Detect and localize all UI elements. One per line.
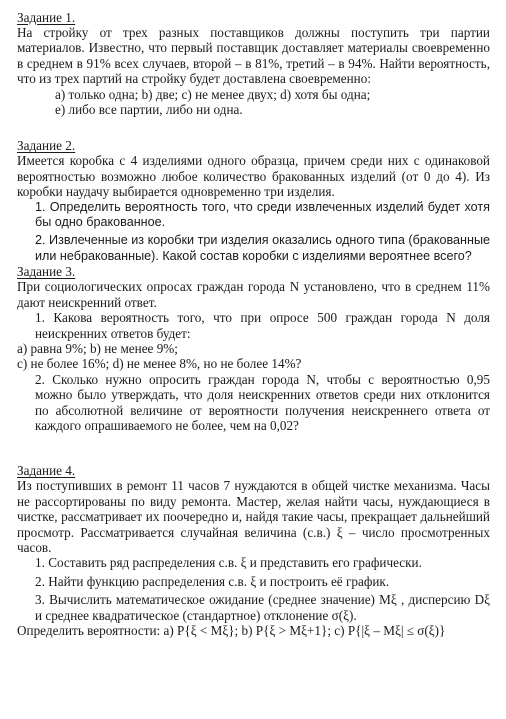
task-4-item-1: 1. Составить ряд распределения с.в. ξ и представить его графически. xyxy=(35,555,422,571)
task-2-item-1: 1. Определить вероятность того, что среди извлеченных изделий будет хотя бы одно бракованное. xyxy=(35,199,490,230)
task-4 xyxy=(17,463,490,638)
task-2-title: Задание 2. xyxy=(17,138,76,154)
task-3-options-line-2: c) не более 16%; d) не менее 8%, но не более 14%? xyxy=(17,356,302,372)
task-2 xyxy=(17,138,490,264)
task-3-item-2: 2. Сколько нужно опросить граждан города N, чтобы с вероятностью 0,95 можно было утверждать, что доля неискренних ответов среди них отклонится по абсолютной величине от вероятности получения неискреннего ответа от каждого опрашиваемого не более, чем на 0,02? xyxy=(35,371,490,433)
task-1-options-line-1: а) только одна; b) две; c) не менее двух; d) хотя бы одна; xyxy=(55,86,371,102)
task-2-item-2: 2. Извлеченные из коробки три изделия оказались одного типа (бракованные или небракованные). Какой состав коробки с изделиями вероятнее всего? xyxy=(35,233,490,263)
task-4-final-line: Определить вероятности: a) P{ξ < Mξ}; b) P{ξ > Mξ+1}; c) P{|ξ – Mξ| ≤ σ(ξ)} xyxy=(17,623,446,638)
task-3 xyxy=(17,264,490,433)
task-3-title: Задание 3. xyxy=(17,264,76,280)
task-2-text: Имеется коробка с 4 изделиями одного образца, причем среди них с одинаковой вероятностью возможно любое количество бракованных изделий (от 0 до 4). Из коробки наудачу выбирается одновременно три изделия. xyxy=(17,153,490,200)
task-4-title: Задание 4. xyxy=(17,463,76,479)
task-1-title: Задание 1. xyxy=(17,10,76,25)
task-4-text: Из поступивших в ремонт 11 часов 7 нуждаются в общей чистке механизма. Часы не рассортированы по виду ремонта. Мастер, желая найти часы, нуждающиеся в чистке, рассматривает их поочередно и, найдя такие часы, прекращает дальнейший просмотр. Рассматривается случайная величина (с.в.) ξ – число просмотренных часов. xyxy=(17,478,490,555)
task-1 xyxy=(17,10,490,117)
task-4-item-2: 2. Найти функцию распределения с.в. ξ и построить её график. xyxy=(35,573,390,589)
task-3-text: При социологических опросах граждан города N установлено, что в среднем 11% дают неискренний ответ. xyxy=(17,279,490,310)
task-3-item-1: 1. Какова вероятность того, что при опросе 500 граждан города N доля неискренних ответов будет: xyxy=(35,310,490,341)
task-3-options-line-1: а) равна 9%; b) не менее 9%; xyxy=(17,340,178,356)
task-1-text: На стройку от трех разных поставщиков должны поступить три партии материалов. Известно, что первый поставщик доставляет материалы своевременно в среднем в 91% всех случаев, второй – в 81%, третий – в 94%. Найти вероятность, что из трех партий на стройку будет доставлена своевременно: xyxy=(17,25,490,87)
task-1-options-line-2: e) либо все партии, либо ни одна. xyxy=(55,102,243,118)
task-4-item-3: 3. Вычислить математическое ожидание (среднее значение) Mξ , дисперсию Dξ и среднее квадратическое (стандартное) отклонение σ(ξ). xyxy=(35,592,490,623)
